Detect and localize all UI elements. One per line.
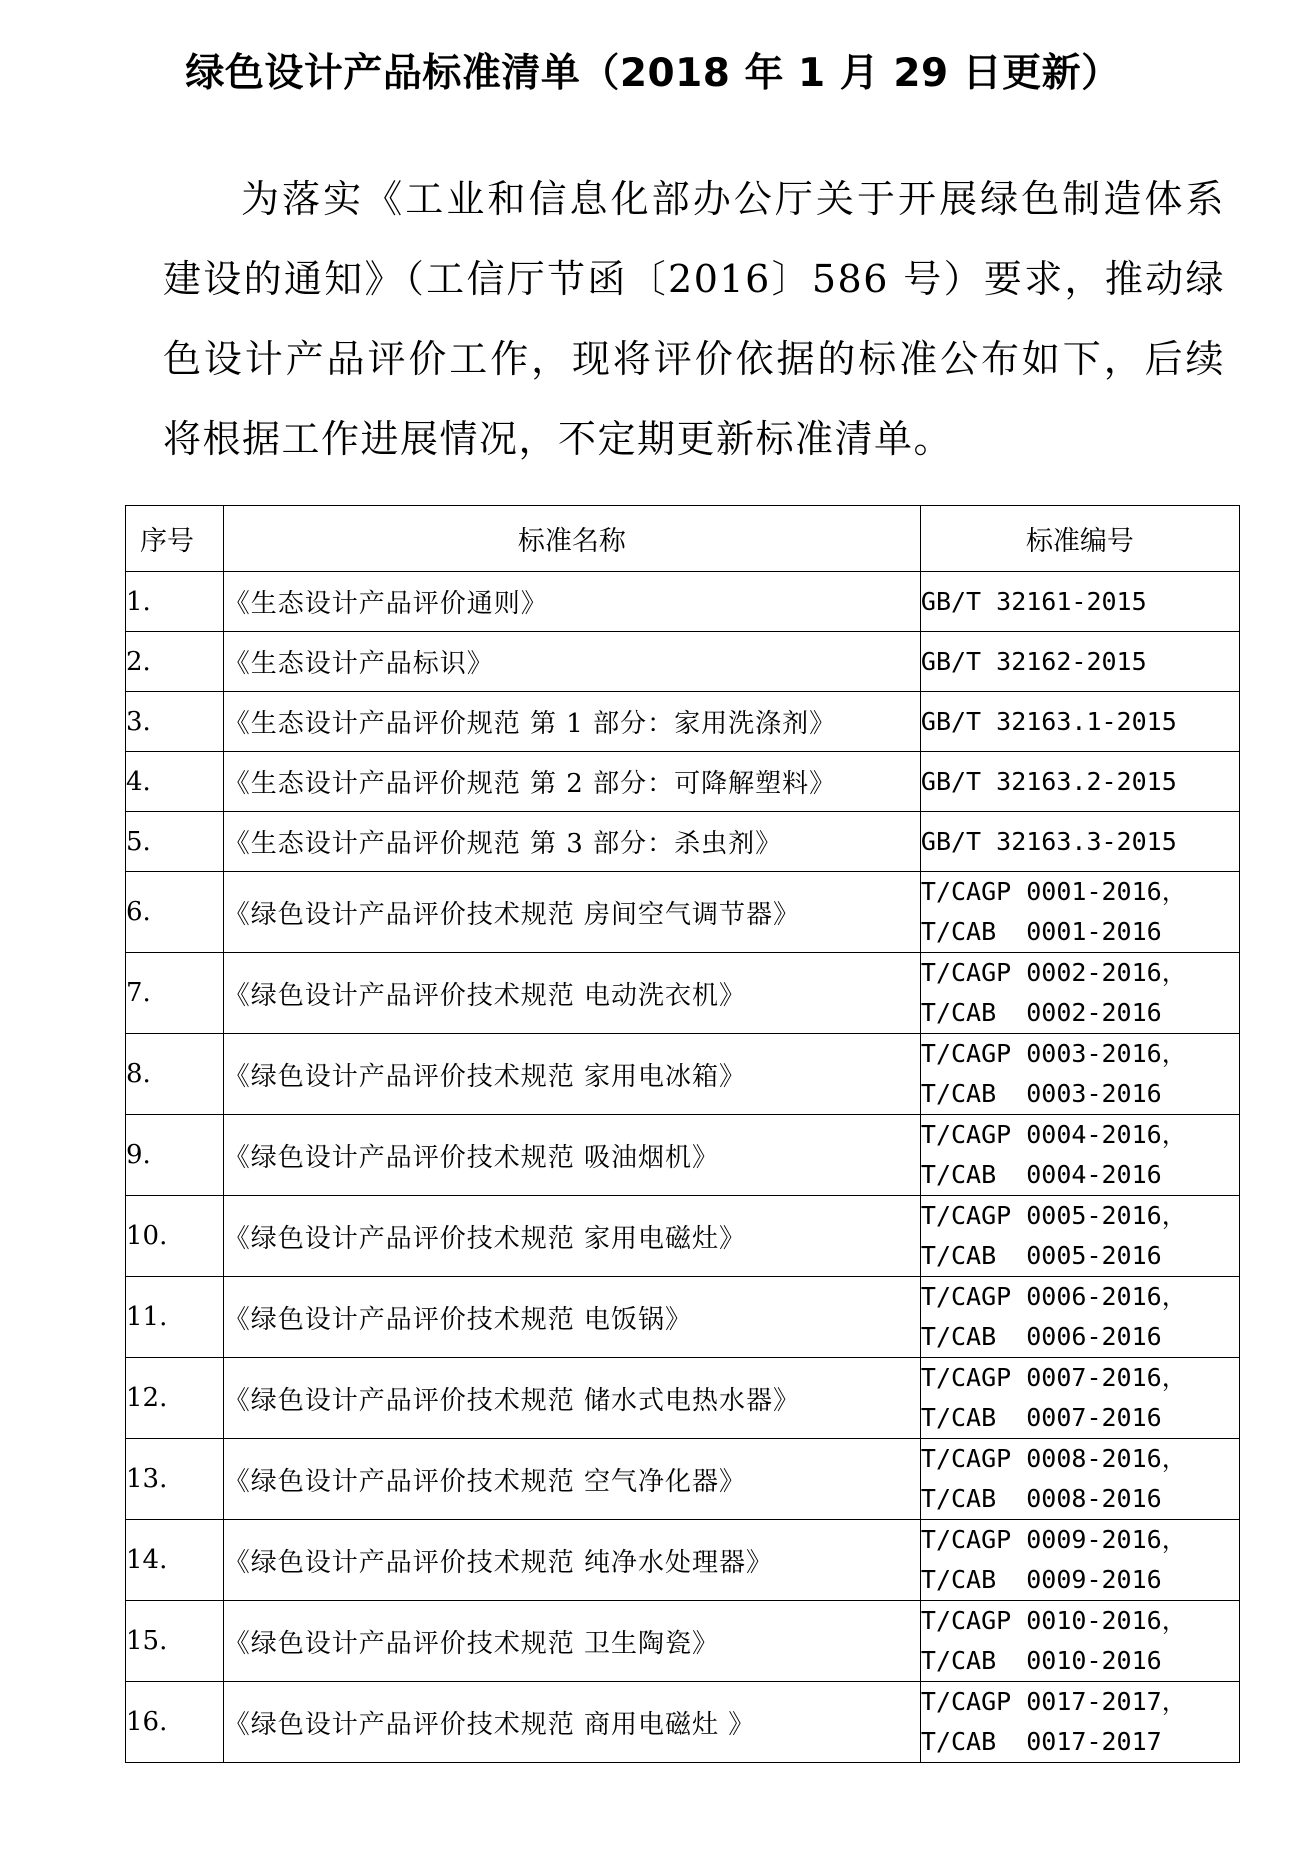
standard-code-line: T/CAGP 0001-2016， xyxy=(920,877,1187,906)
row-standard-code xyxy=(920,1115,1239,1196)
row-standard-name: 《绿色设计产品评价技术规范 空气净化器》 xyxy=(223,1439,920,1520)
intro-paragraph: 为落实《工业和信息化部办公厅关于开展绿色制造体系建设的通知》（工信厅节函〔2016〕586 号）要求，推动绿色设计产品评价工作，现将评价依据的标准公布如下，后续将根据工作进展情况，不定期更新标准清单。 xyxy=(163,177,1225,461)
row-seq: 1. xyxy=(126,572,224,632)
row-seq: 14. xyxy=(126,1520,224,1601)
row-standard-name: 《绿色设计产品评价技术规范 卫生陶瓷》 xyxy=(223,1601,920,1682)
standard-code-line: T/CAB 0005-2016 xyxy=(920,1241,1162,1270)
header-row xyxy=(126,506,1240,572)
table-row xyxy=(126,1034,1240,1115)
standard-code-line: T/CAB 0001-2016 xyxy=(920,917,1162,946)
row-standard-code xyxy=(920,752,1239,812)
table-header xyxy=(126,506,1240,572)
standard-code-line: T/CAGP 0007-2016， xyxy=(920,1363,1187,1392)
row-standard-code xyxy=(920,572,1239,632)
table-row xyxy=(126,812,1240,872)
standard-code-line: T/CAGP 0003-2016， xyxy=(920,1039,1187,1068)
row-standard-name: 《生态设计产品评价通则》 xyxy=(223,572,920,632)
row-standard-code xyxy=(920,1277,1239,1358)
row-seq: 11. xyxy=(126,1277,224,1358)
standard-code-line: T/CAGP 0004-2016， xyxy=(920,1120,1187,1149)
table-row xyxy=(126,953,1240,1034)
row-standard-code xyxy=(920,1358,1239,1439)
standard-code-line: GB/T 32161-2015 xyxy=(920,586,1147,616)
standard-code-line: T/CAGP 0008-2016， xyxy=(920,1444,1187,1473)
table-row xyxy=(126,752,1240,812)
table-body xyxy=(126,572,1240,1763)
standard-code-line: GB/T 32163.2-2015 xyxy=(920,766,1177,796)
standard-code-line: T/CAB 0003-2016 xyxy=(920,1079,1162,1108)
table-row xyxy=(126,1277,1240,1358)
standard-code-line: T/CAGP 0002-2016， xyxy=(920,958,1187,987)
row-seq: 10. xyxy=(126,1196,224,1277)
standard-code-line: GB/T 32162-2015 xyxy=(920,646,1147,676)
row-seq: 13. xyxy=(126,1439,224,1520)
row-standard-name: 《绿色设计产品评价技术规范 家用电冰箱》 xyxy=(223,1034,920,1115)
standard-code-line: T/CAGP 0009-2016， xyxy=(920,1525,1187,1554)
table-row xyxy=(126,1601,1240,1682)
row-standard-code xyxy=(920,1601,1239,1682)
row-seq: 15. xyxy=(126,1601,224,1682)
row-standard-name: 《绿色设计产品评价技术规范 储水式电热水器》 xyxy=(223,1358,920,1439)
standard-code-line: T/CAB 0007-2016 xyxy=(920,1403,1162,1432)
row-standard-name: 《绿色设计产品评价技术规范 吸油烟机》 xyxy=(223,1115,920,1196)
row-standard-code xyxy=(920,953,1239,1034)
standard-code-line: GB/T 32163.1-2015 xyxy=(920,706,1177,736)
row-seq: 3. xyxy=(126,692,224,752)
table-row xyxy=(126,1358,1240,1439)
row-seq: 9. xyxy=(126,1115,224,1196)
table-row xyxy=(126,692,1240,752)
standard-code-line: T/CAB 0006-2016 xyxy=(920,1322,1162,1351)
standard-code-line: T/CAGP 0017-2017， xyxy=(920,1687,1187,1716)
standard-code-line: T/CAGP 0005-2016， xyxy=(920,1201,1187,1230)
page-title: 绿色设计产品标准清单（2018 年 1 月 29 日更新） xyxy=(185,51,1121,96)
row-seq: 7. xyxy=(126,953,224,1034)
table-row xyxy=(126,1439,1240,1520)
header-seq: 序号 xyxy=(126,506,224,572)
row-seq: 2. xyxy=(126,632,224,692)
standard-code-line: T/CAB 0017-2017 xyxy=(920,1727,1162,1756)
row-standard-name: 《绿色设计产品评价技术规范 纯净水处理器》 xyxy=(223,1520,920,1601)
row-seq: 16. xyxy=(126,1682,224,1763)
row-standard-name: 《绿色设计产品评价技术规范 房间空气调节器》 xyxy=(223,872,920,953)
row-standard-code xyxy=(920,1682,1239,1763)
header-code: 标准编号 xyxy=(920,506,1239,572)
row-standard-name: 《绿色设计产品评价技术规范 商用电磁灶 》 xyxy=(223,1682,920,1763)
row-standard-code xyxy=(920,812,1239,872)
table-row xyxy=(126,1115,1240,1196)
standard-code-line: T/CAGP 0006-2016， xyxy=(920,1282,1187,1311)
table-row xyxy=(126,1520,1240,1601)
row-standard-name: 《生态设计产品评价规范 第 1 部分：家用洗涤剂》 xyxy=(223,692,920,752)
standard-code-line: GB/T 32163.3-2015 xyxy=(920,826,1177,856)
standard-code-line: T/CAGP 0010-2016， xyxy=(920,1606,1187,1635)
row-standard-name: 《绿色设计产品评价技术规范 电饭锅》 xyxy=(223,1277,920,1358)
row-seq: 6. xyxy=(126,872,224,953)
table-row xyxy=(126,632,1240,692)
row-seq: 8. xyxy=(126,1034,224,1115)
table-row xyxy=(126,872,1240,953)
standard-code-line: T/CAB 0008-2016 xyxy=(920,1484,1162,1513)
row-standard-name: 《绿色设计产品评价技术规范 家用电磁灶》 xyxy=(223,1196,920,1277)
row-seq: 5. xyxy=(126,812,224,872)
row-seq: 12. xyxy=(126,1358,224,1439)
row-standard-name: 《生态设计产品评价规范 第 3 部分：杀虫剂》 xyxy=(223,812,920,872)
row-standard-name: 《生态设计产品评价规范 第 2 部分：可降解塑料》 xyxy=(223,752,920,812)
row-standard-code xyxy=(920,692,1239,752)
header-name: 标准名称 xyxy=(223,506,920,572)
row-standard-code xyxy=(920,632,1239,692)
standards-table xyxy=(125,505,1240,1763)
row-standard-code xyxy=(920,1034,1239,1115)
row-standard-name: 《生态设计产品标识》 xyxy=(223,632,920,692)
table-row xyxy=(126,1682,1240,1763)
row-standard-code xyxy=(920,1520,1239,1601)
standard-code-line: T/CAB 0010-2016 xyxy=(920,1646,1162,1675)
standard-code-line: T/CAB 0002-2016 xyxy=(920,998,1162,1027)
standard-code-line: T/CAB 0009-2016 xyxy=(920,1565,1162,1594)
row-standard-code xyxy=(920,1196,1239,1277)
row-standard-code xyxy=(920,872,1239,953)
row-standard-code xyxy=(920,1439,1239,1520)
standard-code-line: T/CAB 0004-2016 xyxy=(920,1160,1162,1189)
row-seq: 4. xyxy=(126,752,224,812)
table-row xyxy=(126,572,1240,632)
row-standard-name: 《绿色设计产品评价技术规范 电动洗衣机》 xyxy=(223,953,920,1034)
table-row xyxy=(126,1196,1240,1277)
